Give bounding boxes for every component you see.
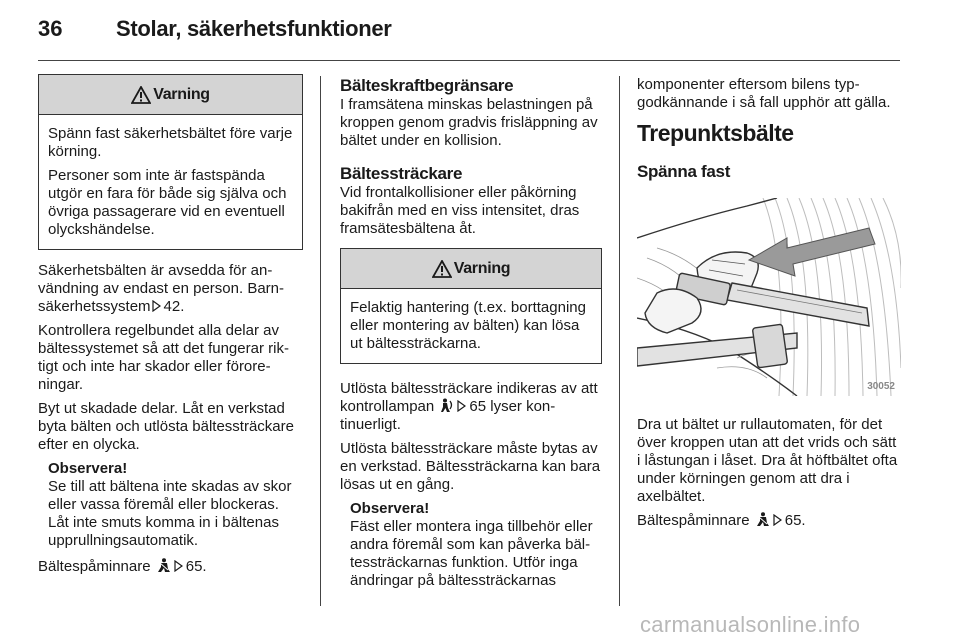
note-text: Fäst eller montera inga tillbehör eller andra föremål som kan påverka bältessträckarnas funktion. Utför inga ändringar på bältessträckarnas xyxy=(350,518,593,589)
note-block xyxy=(38,460,303,550)
page-reference-arrow-icon xyxy=(174,560,183,572)
paragraph: Byt ut skadade delar. Låt en verkstad byta bälten och utlösta bältessträckare efter en olycka. xyxy=(38,400,294,453)
note-title: Observera! xyxy=(350,500,430,517)
warning-triangle-icon xyxy=(432,260,452,278)
seatbelt-reminder-icon xyxy=(756,512,770,527)
column-divider xyxy=(619,76,620,606)
paragraph: Bältespåminnare 65. xyxy=(637,512,806,529)
illustration-code: 30052 xyxy=(867,381,895,392)
seatbelt-fastening-illustration xyxy=(637,198,901,396)
paragraph: Utlösta bältessträckare indikeras av att kontrollampan 65 lyser kontinuerligt. xyxy=(340,380,598,433)
airbag-warning-lamp-icon xyxy=(440,398,454,413)
note-title: Observera! xyxy=(48,460,128,477)
column-left xyxy=(38,74,303,582)
warning-body xyxy=(39,115,302,249)
paragraph: Vid frontalkollisioner eller påkörning bakifrån med en viss intensitet, dras framsätesbältena åt. xyxy=(340,184,580,237)
chapter-heading: Trepunktsbälte xyxy=(637,120,794,146)
header-rule xyxy=(38,60,900,61)
column-right xyxy=(637,76,903,536)
warning-text: Personer som inte är fastspända utgör en fara för både sig själva och övriga passagerare vid en eventuell olyckshändelse. xyxy=(48,167,287,238)
paragraph: Bältespåminnare 65. xyxy=(38,558,207,575)
page-reference-link[interactable]: 65 xyxy=(469,398,487,415)
warning-header xyxy=(39,75,302,115)
page-reference-link[interactable]: 65. xyxy=(185,558,207,575)
page-reference-link[interactable]: 65. xyxy=(784,512,806,529)
paragraph: I framsätena minskas belastningen på kroppen genom gradvis frisläppning av bältet under en kollision. xyxy=(340,96,598,149)
note-text: Se till att bältena inte skadas av skor eller vassa föremål eller blockeras. Låt inte smuts komma in i bältenas upprullningsautomatik. xyxy=(48,478,292,549)
paragraph: Dra ut bältet ur rullautomaten, för det över kroppen utan att det vrids och sätt i låstungan i låset. Dra åt höftbältet ofta under körningen genom att dra i axelbältet. xyxy=(637,416,898,505)
warning-body xyxy=(341,289,601,363)
warning-box xyxy=(38,74,303,250)
page-reference-arrow-icon xyxy=(457,400,466,412)
page-reference-arrow-icon xyxy=(152,300,161,312)
column-divider xyxy=(320,76,321,606)
section-heading: Bälteskraftbegränsare xyxy=(340,76,514,95)
column-middle xyxy=(340,76,602,598)
watermark: carmanualsonline.info xyxy=(640,612,861,637)
warning-box xyxy=(340,248,602,364)
warning-title: Varning xyxy=(153,85,210,103)
illustration-graphic xyxy=(637,198,901,396)
section-heading: Spänna fast xyxy=(637,162,731,181)
seatbelt-reminder-icon xyxy=(157,558,171,573)
paragraph: Säkerhetsbälten är avsedda för användning av endast en person. Barnsäkerhetssystem 42. xyxy=(38,262,285,315)
warning-title: Varning xyxy=(453,259,511,277)
page-reference-link[interactable]: 42. xyxy=(163,298,185,315)
section-heading: Bältessträckare xyxy=(340,164,463,183)
page-title: Stolar, säkerhetsfunktioner xyxy=(116,16,392,41)
paragraph: komponenter eftersom bilens typgodkännande i så fall upphör att gälla. xyxy=(637,76,891,111)
warning-text: Felaktig hantering (t.ex. borttagning eller montering av bälten) kan lösa ut bältessträckarna. xyxy=(350,299,586,352)
page-number: 36 xyxy=(38,16,63,41)
warning-triangle-icon xyxy=(131,86,151,104)
paragraph: Kontrollera regelbundet alla delar av bältessystemet så att det fungerar riktigt och inte har skador eller föroreningar. xyxy=(38,322,289,393)
warning-text: Spänn fast säkerhetsbältet före varje körning. xyxy=(48,125,293,160)
note-block xyxy=(340,500,602,590)
page-header xyxy=(38,16,392,46)
paragraph: Utlösta bältessträckare måste bytas av en verkstad. Bältessträckarna kan bara lösas ut en gång. xyxy=(340,440,601,493)
warning-header xyxy=(341,249,601,289)
page-reference-arrow-icon xyxy=(773,514,782,526)
